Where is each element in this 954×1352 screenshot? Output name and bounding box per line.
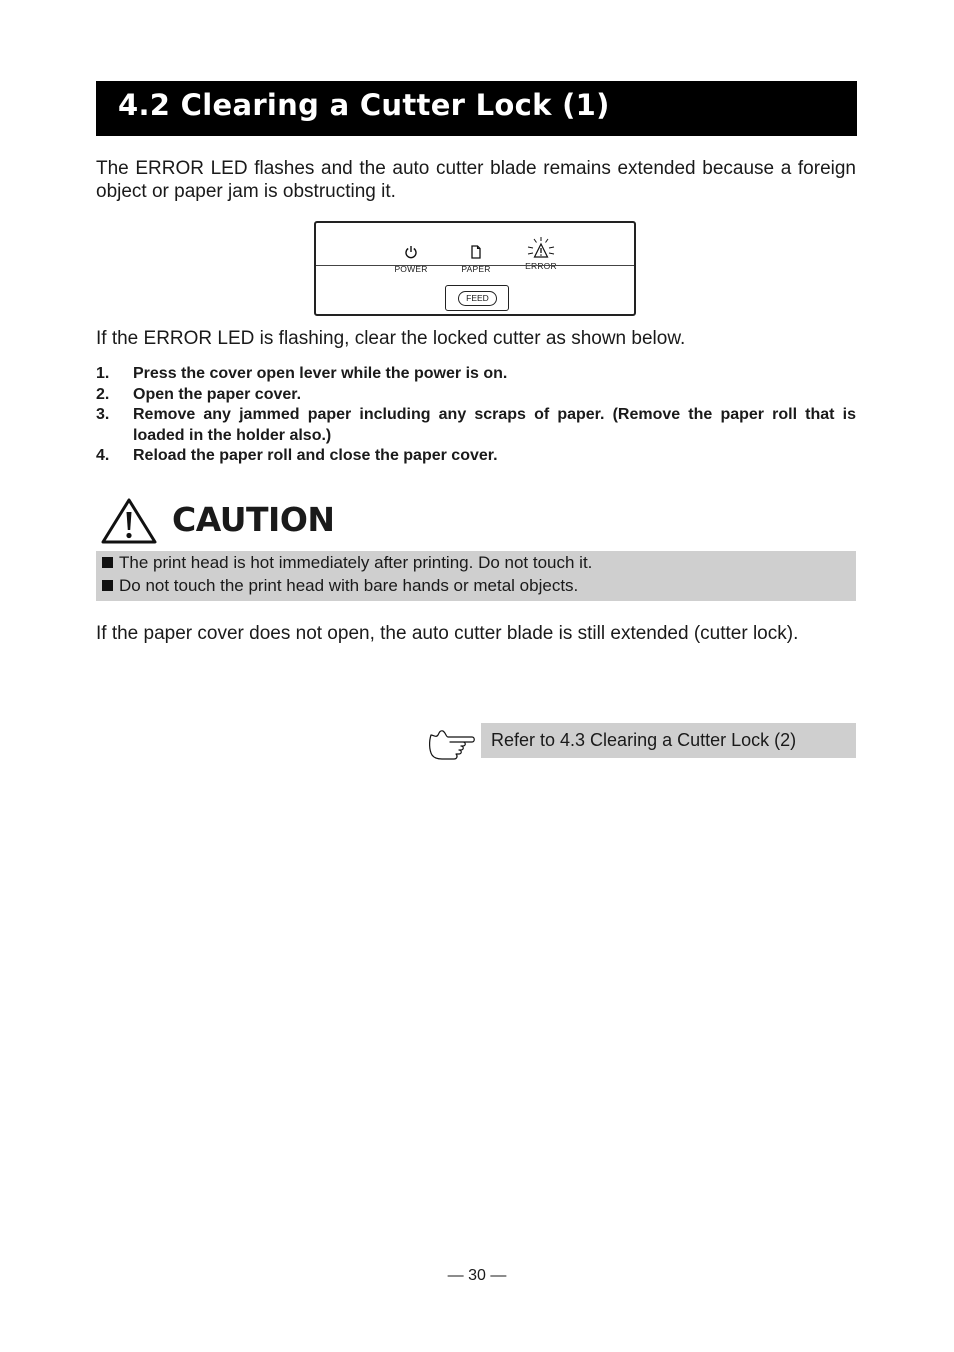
caution-title: CAUTION (172, 500, 335, 539)
error-instruction: If the ERROR LED is flashing, clear the locked cutter as shown below. (96, 328, 686, 349)
feed-button-label: FEED (458, 291, 497, 306)
paper-led (446, 245, 506, 274)
paper-led-label: PAPER (461, 264, 491, 274)
caution-item (102, 553, 592, 573)
cover-note: If the paper cover does not open, the auto cutter blade is still extended (cutter lock). (96, 623, 799, 644)
section-title: 4.2 Clearing a Cutter Lock (1) (118, 88, 610, 122)
procedure-steps (96, 364, 856, 467)
panel-divider (316, 265, 634, 266)
paper-icon (469, 245, 483, 259)
error-led-label: ERROR (525, 261, 557, 271)
caution-item-text: Do not touch the print head with bare hands or metal objects. (119, 576, 579, 595)
step-item (96, 405, 856, 446)
pointing-hand-icon (426, 721, 478, 761)
feed-button[interactable] (445, 285, 509, 311)
caution-box (96, 551, 856, 601)
caution-item (102, 576, 578, 596)
power-led (381, 245, 441, 274)
step-text: Press the cover open lever while the power is on. (133, 365, 508, 382)
reference-text: Refer to 4.3 Clearing a Cutter Lock (2) (481, 723, 856, 758)
printer-control-panel (314, 221, 636, 316)
step-text: Open the paper cover. (133, 385, 302, 403)
step-number: 3. (96, 406, 110, 423)
step-item (96, 446, 856, 467)
step-item (96, 385, 856, 406)
step-number: 2. (96, 385, 110, 403)
step-item (96, 364, 856, 385)
power-icon (404, 245, 418, 259)
step-number: 1. (96, 365, 110, 382)
section-title-bar (96, 81, 857, 136)
square-bullet-icon (102, 557, 113, 568)
warning-triangle-icon (100, 497, 158, 545)
caution-item-text: The print head is hot immediately after printing. Do not touch it. (119, 553, 593, 572)
step-number: 4. (96, 447, 110, 464)
square-bullet-icon (102, 580, 113, 591)
intro-paragraph: The ERROR LED flashes and the auto cutter blade remains extended because a foreign object or paper jam is obstructing it. (96, 158, 856, 202)
page-number: — 30 — (447, 1267, 507, 1284)
step-text: Remove any jammed paper including any scraps of paper. (Remove the paper roll that is loaded in the holder also.) (133, 406, 856, 444)
power-led-label: POWER (394, 264, 428, 274)
step-text: Reload the paper roll and close the paper cover. (133, 447, 498, 464)
flashing-error-icon (524, 236, 558, 260)
